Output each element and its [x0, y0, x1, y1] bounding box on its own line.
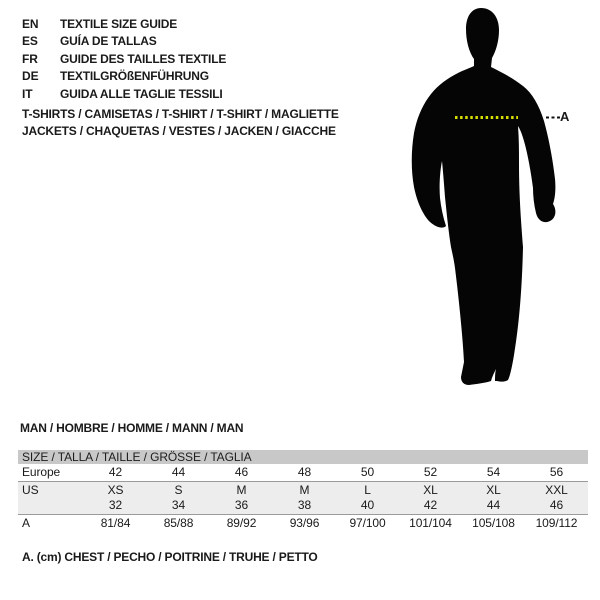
- table-row: [18, 497, 588, 514]
- size-table-body: [18, 464, 588, 530]
- size-cell: 105/108: [472, 515, 515, 530]
- size-cell: 52: [423, 465, 438, 479]
- language-code: EN: [22, 17, 39, 31]
- size-cell: XL: [423, 482, 438, 497]
- language-code: ES: [22, 34, 38, 49]
- language-code: DE: [22, 69, 39, 84]
- size-cell: 38: [297, 498, 312, 512]
- table-row: [18, 514, 588, 531]
- row-label: US: [22, 482, 39, 497]
- size-cell: M: [299, 482, 310, 497]
- size-cell: 48: [297, 465, 312, 479]
- size-cell: 34: [171, 498, 186, 512]
- size-cell: 40: [360, 498, 375, 512]
- size-cell: 46: [549, 498, 564, 512]
- measurement-label-a: A: [560, 109, 570, 124]
- size-cell: 42: [423, 498, 438, 512]
- language-title: GUÍA DE TALLAS: [60, 34, 157, 49]
- product-line-tshirts: T-SHIRTS / CAMISETAS / T-SHIRT / T-SHIRT / MAGLIETTE: [22, 107, 339, 121]
- size-cell: 97/100: [349, 515, 386, 530]
- row-label: Europe: [22, 465, 61, 479]
- size-cell: 101/104: [409, 515, 452, 530]
- language-code: FR: [22, 51, 38, 66]
- size-cell: 46: [234, 465, 249, 479]
- language-code: IT: [22, 86, 33, 101]
- size-cell: XL: [486, 482, 501, 497]
- size-cell: XS: [107, 482, 124, 497]
- language-title: TEXTILE SIZE GUIDE: [60, 17, 178, 31]
- size-cell: 93/96: [289, 515, 320, 530]
- size-cell: 44: [171, 465, 186, 479]
- size-cell: 50: [360, 465, 375, 479]
- section-title-man: MAN / HOMBRE / HOMME / MANN / MAN: [20, 421, 244, 435]
- language-title: GUIDE DES TAILLES TEXTILE: [60, 51, 227, 66]
- row-label: [18, 497, 84, 514]
- size-cell: 85/88: [163, 515, 194, 530]
- size-cell: XXL: [545, 482, 568, 497]
- size-cell: 32: [108, 498, 123, 512]
- product-line-jackets: JACKETS / CHAQUETAS / VESTES / JACKEN / GIACCHE: [22, 124, 336, 139]
- row-label: A: [22, 515, 30, 530]
- table-row: [18, 481, 588, 498]
- size-table: [18, 450, 588, 530]
- table-row: [18, 464, 588, 481]
- size-cell: 42: [108, 465, 123, 479]
- chest-footnote: A. (cm) CHEST / PECHO / POITRINE / TRUHE / PETTO: [22, 550, 318, 564]
- size-cell: M: [236, 482, 247, 497]
- size-cell: 36: [234, 498, 249, 512]
- size-cell: 81/84: [100, 515, 131, 530]
- language-title: GUIDA ALLE TAGLIE TESSILI: [60, 86, 223, 101]
- size-cell: 44: [486, 498, 501, 512]
- size-cell: 54: [486, 465, 501, 479]
- man-silhouette-shape: [412, 8, 556, 385]
- size-cell: 56: [549, 465, 564, 479]
- size-cell: 109/112: [535, 515, 578, 530]
- size-cell: S: [174, 482, 183, 497]
- size-cell: L: [364, 482, 371, 497]
- size-cell: 89/92: [226, 515, 257, 530]
- size-table-header: SIZE / TALLA / TAILLE / GRÖSSE / TAGLIA: [18, 450, 588, 464]
- language-title: TEXTILGRÖßENFÜHRUNG: [60, 69, 209, 84]
